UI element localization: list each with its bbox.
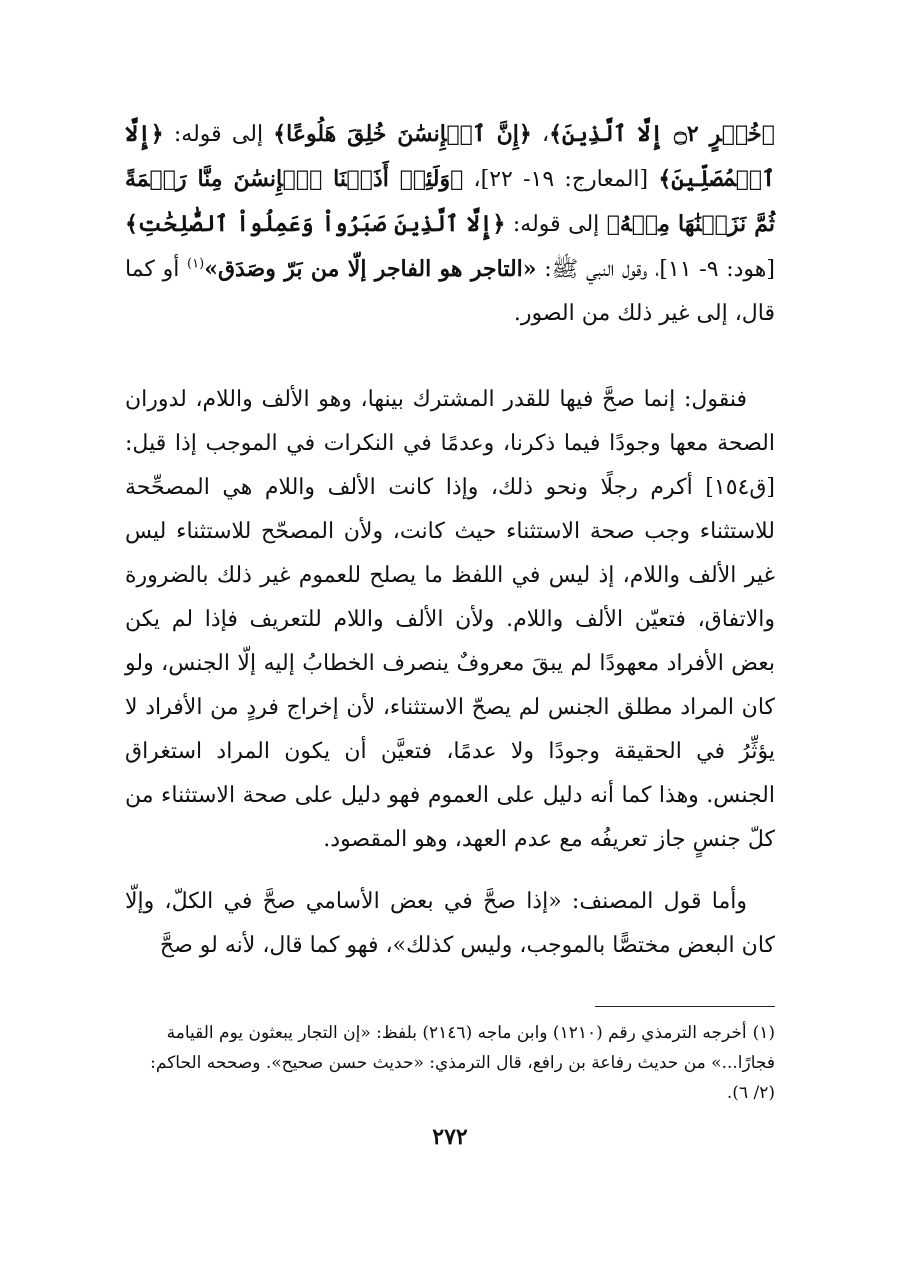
text-run: إلى قوله: bbox=[505, 212, 607, 237]
paragraph-2-text: فنقول: إنما صحَّ فيها للقدر المشترك بينها، وهو الألف واللام، لدوران الصحة معها وجودًا فيما ذكرنا، وعدمًا في النكرات في الموجب إذا قيل: [ق١٥٤] أكرم رجلًا ونحو ذلك، وإذا كانت الألف واللام هي المصحِّحة للاستثناء وجب صحة الاستثناء حيث كانت، ولأن المصحّح للاستثناء ليس غير الألف واللام، إذ ليس في اللفظ ما يصلح للعموم غير ذلك بالضرورة والاتفاق، فتعيّن الألف واللام. ولأن الألف واللام للتعريف فإذا لم يكن بعض الأفراد معهودًا لم يبقَ معروفٌ ينصرف الخطابُ إليه إلّا الجنس، ولو كان المراد مطلق الجنس لم يصحّ الاستثناء، لأن إخراج فردٍ من الأفراد لا يؤثِّرُ في الحقيقة وجودًا ولا عدمًا، فتعيَّن أن يكون المراد استغراق الجنس. وهذا كما أنه دليل على العموم فهو دليل على صحة الاستثناء من كلّ جنسٍ جاز تعريفُه مع عدم العهد، وهو المقصود. bbox=[125, 387, 775, 852]
quran-verse: ﴿إِنَّ ٱلۡإِنسَٰنَ خُلِقَ هَلُوعًا﴾ bbox=[273, 121, 532, 147]
text-run: [المعارج: ١٩- ٢٢]، bbox=[463, 167, 659, 192]
hadith-quote: «التاجر هو الفاجر إلّا من بَرّ وصَدَق» bbox=[204, 256, 537, 282]
footnote-1 bbox=[125, 1018, 775, 1108]
paragraph-3 bbox=[125, 880, 775, 968]
footnote-ref[interactable]: (١) bbox=[187, 256, 205, 272]
quran-verse: ﴿إِلَّا ٱلَّذِينَ صَبَرُواْ وَعَمِلُواْ ٱلصَّٰلِحَٰتِ﴾ bbox=[125, 211, 506, 237]
text-run: أو كما قال، إلى غير ذلك من الصور. bbox=[125, 257, 775, 326]
quran-verse: ﴿إِلَّا ٱلۡمُصَلِّينَ﴾ bbox=[125, 121, 775, 192]
page-number: ٢٧٢ bbox=[432, 1124, 468, 1150]
paragraph-2 bbox=[125, 378, 775, 862]
text-run: ، bbox=[531, 122, 550, 147]
text-run: [هود: ٩- ١١]، وقول النبي ﷺ: bbox=[536, 257, 775, 282]
footnotes bbox=[125, 1018, 775, 1108]
footnote-number: (١) bbox=[752, 1023, 775, 1043]
quran-verse: ﴿خُسۡرٍ ۝٢ إِلَّا ٱلَّذِينَ﴾ bbox=[549, 121, 775, 147]
paragraph-3-text: وأما قول المصنف: «إذا صحَّ في بعض الأسامي صحَّ في الكلّ، وإلّا كان البعض مختصًّا بالموجب، وليس كذلك»، فهو كما قال، لأنه لو صحَّ bbox=[125, 889, 775, 958]
footnote-text: أخرجه الترمذي رقم (١٢١٠) وابن ماجه (٢١٤٦) بلفظ: «إن التجار يبعثون يوم القيامة فجارًا...» من حديث رفاعة بن رافع، قال الترمذي: «حديث حسن صحيح». وصححه الحاكم: (٢/ ٦). bbox=[150, 1023, 775, 1103]
paragraph-1 bbox=[125, 112, 775, 336]
footnote-divider bbox=[595, 1006, 775, 1007]
quran-verse: ﴿وَلَئِنۡ أَذَقۡنَا ٱلۡإِنسَٰنَ مِنَّا رَحۡمَةً ثُمَّ نَزَعۡنَٰهَا مِنۡهُ﴾ bbox=[125, 166, 775, 237]
text-run: إلى قوله: bbox=[163, 122, 274, 147]
